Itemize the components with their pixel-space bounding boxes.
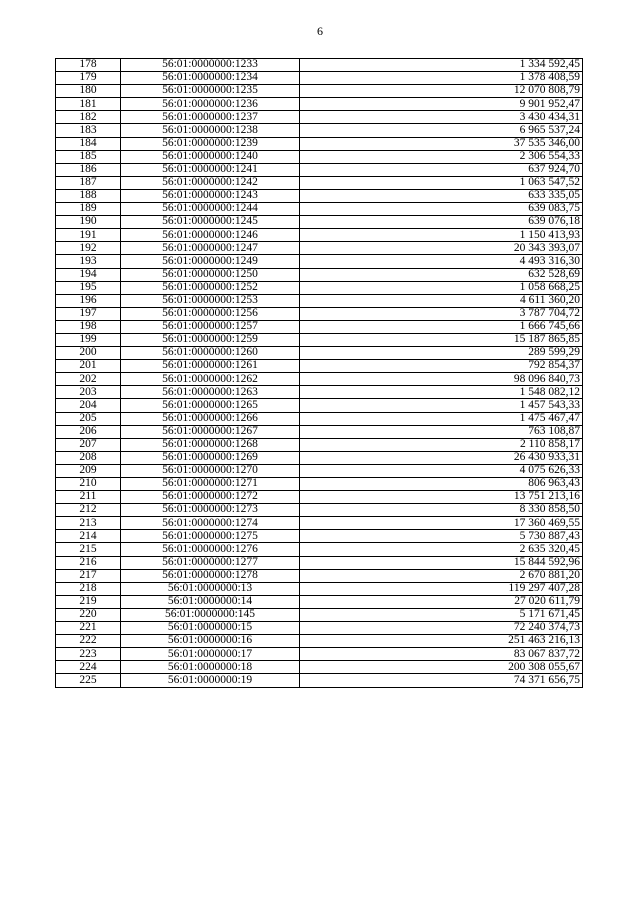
table-row [56, 386, 583, 399]
table-row [56, 124, 583, 137]
cadastral-value-cell: 74 371 656,75 [300, 674, 583, 687]
row-number-cell: 199 [56, 333, 121, 346]
cadastral-number-cell: 56:01:0000000:1265 [121, 399, 300, 412]
row-number-cell: 188 [56, 189, 121, 202]
cadastral-number-cell: 56:01:0000000:1235 [121, 85, 300, 98]
table-row [56, 59, 583, 72]
row-number-cell: 209 [56, 464, 121, 477]
cadastral-value-cell: 1 666 745,66 [300, 320, 583, 333]
cadastral-number-cell: 56:01:0000000:1245 [121, 216, 300, 229]
cadastral-value-cell: 4 611 360,20 [300, 294, 583, 307]
row-number-cell: 214 [56, 530, 121, 543]
table-row [56, 595, 583, 608]
row-number-cell: 197 [56, 307, 121, 320]
cadastral-number-cell: 56:01:0000000:1243 [121, 189, 300, 202]
cadastral-value-cell: 806 963,43 [300, 478, 583, 491]
row-number-cell: 189 [56, 203, 121, 216]
row-number-cell: 183 [56, 124, 121, 137]
table-row [56, 137, 583, 150]
cadastral-number-cell: 56:01:0000000:15 [121, 622, 300, 635]
cadastral-value-cell: 639 083,75 [300, 203, 583, 216]
cadastral-value-cell: 1 058 668,25 [300, 281, 583, 294]
cadastral-value-cell: 3 430 434,31 [300, 111, 583, 124]
cadastral-value-cell: 1 334 592,45 [300, 59, 583, 72]
cadastral-number-cell: 56:01:0000000:1236 [121, 98, 300, 111]
row-number-cell: 200 [56, 347, 121, 360]
table-row [56, 425, 583, 438]
cadastral-number-cell: 56:01:0000000:1266 [121, 412, 300, 425]
row-number-cell: 211 [56, 491, 121, 504]
row-number-cell: 184 [56, 137, 121, 150]
row-number-cell: 219 [56, 595, 121, 608]
cadastral-value-cell: 3 787 704,72 [300, 307, 583, 320]
cadastral-number-cell: 56:01:0000000:1275 [121, 530, 300, 543]
row-number-cell: 217 [56, 569, 121, 582]
row-number-cell: 203 [56, 386, 121, 399]
table-row [56, 648, 583, 661]
table-row [56, 582, 583, 595]
cadastral-value-cell: 119 297 407,28 [300, 582, 583, 595]
row-number-cell: 190 [56, 216, 121, 229]
row-number-cell: 202 [56, 373, 121, 386]
cadastral-value-cell: 12 070 808,79 [300, 85, 583, 98]
cadastral-value-cell: 26 430 933,31 [300, 451, 583, 464]
cadastral-value-cell: 289 599,29 [300, 347, 583, 360]
row-number-cell: 225 [56, 674, 121, 687]
row-number-cell: 220 [56, 608, 121, 621]
cadastral-value-cell: 2 670 881,20 [300, 569, 583, 582]
row-number-cell: 196 [56, 294, 121, 307]
row-number-cell: 216 [56, 556, 121, 569]
page-number: 6 [317, 24, 323, 38]
table-row [56, 333, 583, 346]
cadastral-number-cell: 56:01:0000000:1276 [121, 543, 300, 556]
cadastral-number-cell: 56:01:0000000:1250 [121, 268, 300, 281]
row-number-cell: 221 [56, 622, 121, 635]
table-row [56, 307, 583, 320]
row-number-cell: 218 [56, 582, 121, 595]
row-number-cell: 185 [56, 150, 121, 163]
cadastral-value-cell: 1 457 543,33 [300, 399, 583, 412]
table-row [56, 320, 583, 333]
table-row [56, 464, 583, 477]
row-number-cell: 182 [56, 111, 121, 124]
row-number-cell: 222 [56, 635, 121, 648]
cadastral-number-cell: 56:01:0000000:1269 [121, 451, 300, 464]
cadastral-number-cell: 56:01:0000000:145 [121, 608, 300, 621]
row-number-cell: 179 [56, 72, 121, 85]
cadastral-value-cell: 27 020 611,79 [300, 595, 583, 608]
table-row [56, 412, 583, 425]
row-number-cell: 208 [56, 451, 121, 464]
cadastral-number-cell: 56:01:0000000:1244 [121, 203, 300, 216]
cadastral-number-cell: 56:01:0000000:14 [121, 595, 300, 608]
row-number-cell: 201 [56, 360, 121, 373]
cadastral-number-cell: 56:01:0000000:1249 [121, 255, 300, 268]
row-number-cell: 178 [56, 59, 121, 72]
cadastral-value-cell: 633 335,05 [300, 189, 583, 202]
cadastral-value-cell: 9 901 952,47 [300, 98, 583, 111]
row-number-cell: 186 [56, 163, 121, 176]
row-number-cell: 210 [56, 478, 121, 491]
table-row [56, 176, 583, 189]
table-row [56, 255, 583, 268]
table-row [56, 556, 583, 569]
table-row [56, 229, 583, 242]
row-number-cell: 194 [56, 268, 121, 281]
table-row [56, 72, 583, 85]
cadastral-number-cell: 56:01:0000000:19 [121, 674, 300, 687]
cadastral-value-cell: 8 330 858,50 [300, 504, 583, 517]
table-row [56, 399, 583, 412]
row-number-cell: 191 [56, 229, 121, 242]
table-row [56, 504, 583, 517]
row-number-cell: 195 [56, 281, 121, 294]
cadastral-number-cell: 56:01:0000000:1263 [121, 386, 300, 399]
cadastral-value-cell: 1 150 413,93 [300, 229, 583, 242]
cadastral-number-cell: 56:01:0000000:1246 [121, 229, 300, 242]
cadastral-number-cell: 56:01:0000000:1252 [121, 281, 300, 294]
cadastral-number-cell: 56:01:0000000:1233 [121, 59, 300, 72]
table-row [56, 661, 583, 674]
cadastral-number-cell: 56:01:0000000:1240 [121, 150, 300, 163]
table-body [56, 59, 583, 688]
table-row [56, 360, 583, 373]
cadastral-number-cell: 56:01:0000000:18 [121, 661, 300, 674]
cadastral-number-cell: 56:01:0000000:1259 [121, 333, 300, 346]
row-number-cell: 215 [56, 543, 121, 556]
cadastral-number-cell: 56:01:0000000:1239 [121, 137, 300, 150]
cadastral-number-cell: 56:01:0000000:1268 [121, 438, 300, 451]
cadastral-value-cell: 98 096 840,73 [300, 373, 583, 386]
cadastral-number-cell: 56:01:0000000:1242 [121, 176, 300, 189]
cadastral-value-cell: 20 343 393,07 [300, 242, 583, 255]
cadastral-number-cell: 56:01:0000000:1271 [121, 478, 300, 491]
table-row [56, 517, 583, 530]
cadastral-number-cell: 56:01:0000000:1237 [121, 111, 300, 124]
cadastral-value-cell: 5 730 887,43 [300, 530, 583, 543]
table-row [56, 530, 583, 543]
cadastral-value-cell: 200 308 055,67 [300, 661, 583, 674]
cadastral-number-cell: 56:01:0000000:1267 [121, 425, 300, 438]
row-number-cell: 181 [56, 98, 121, 111]
cadastral-number-cell: 56:01:0000000:1277 [121, 556, 300, 569]
cadastral-value-cell: 4 493 316,30 [300, 255, 583, 268]
cadastral-value-cell: 2 110 858,17 [300, 438, 583, 451]
cadastral-value-cell: 792 854,37 [300, 360, 583, 373]
table-row [56, 281, 583, 294]
row-number-cell: 213 [56, 517, 121, 530]
cadastral-number-cell: 56:01:0000000:13 [121, 582, 300, 595]
row-number-cell: 224 [56, 661, 121, 674]
cadastral-value-cell: 15 844 592,96 [300, 556, 583, 569]
cadastral-number-cell: 56:01:0000000:1261 [121, 360, 300, 373]
row-number-cell: 206 [56, 425, 121, 438]
row-number-cell: 223 [56, 648, 121, 661]
cadastral-value-cell: 251 463 216,13 [300, 635, 583, 648]
cadastral-value-cell: 1 548 082,12 [300, 386, 583, 399]
cadastral-value-cell: 2 306 554,33 [300, 150, 583, 163]
cadastral-number-cell: 56:01:0000000:1253 [121, 294, 300, 307]
cadastral-number-cell: 56:01:0000000:1274 [121, 517, 300, 530]
row-number-cell: 180 [56, 85, 121, 98]
cadastral-number-cell: 56:01:0000000:1270 [121, 464, 300, 477]
table-row [56, 268, 583, 281]
table-row [56, 347, 583, 360]
cadastral-value-cell: 1 475 467,47 [300, 412, 583, 425]
cadastral-number-cell: 56:01:0000000:1241 [121, 163, 300, 176]
table-row [56, 216, 583, 229]
row-number-cell: 193 [56, 255, 121, 268]
table-row [56, 98, 583, 111]
cadastral-number-cell: 56:01:0000000:1262 [121, 373, 300, 386]
cadastral-number-cell: 56:01:0000000:1260 [121, 347, 300, 360]
cadastral-value-cell: 72 240 374,73 [300, 622, 583, 635]
cadastral-value-cell: 1 063 547,52 [300, 176, 583, 189]
table-row [56, 203, 583, 216]
cadastral-value-cell: 2 635 320,45 [300, 543, 583, 556]
table-row [56, 242, 583, 255]
cadastral-value-cell: 4 075 626,33 [300, 464, 583, 477]
cadastral-value-cell: 763 108,87 [300, 425, 583, 438]
cadastral-value-cell: 83 067 837,72 [300, 648, 583, 661]
cadastral-number-cell: 56:01:0000000:1234 [121, 72, 300, 85]
cadastral-value-table [55, 58, 583, 688]
table-row [56, 478, 583, 491]
table-row [56, 150, 583, 163]
table-row [56, 85, 583, 98]
table-row [56, 491, 583, 504]
table-row [56, 189, 583, 202]
row-number-cell: 198 [56, 320, 121, 333]
table-row [56, 373, 583, 386]
cadastral-number-cell: 56:01:0000000:1256 [121, 307, 300, 320]
cadastral-value-cell: 15 187 865,85 [300, 333, 583, 346]
cadastral-value-cell: 5 171 671,45 [300, 608, 583, 621]
table-row [56, 674, 583, 687]
cadastral-value-cell: 17 360 469,55 [300, 517, 583, 530]
cadastral-value-cell: 13 751 213,16 [300, 491, 583, 504]
table-row [56, 451, 583, 464]
row-number-cell: 204 [56, 399, 121, 412]
cadastral-value-cell: 1 378 408,59 [300, 72, 583, 85]
table-row [56, 294, 583, 307]
cadastral-number-cell: 56:01:0000000:1272 [121, 491, 300, 504]
row-number-cell: 187 [56, 176, 121, 189]
cadastral-number-cell: 56:01:0000000:17 [121, 648, 300, 661]
cadastral-number-cell: 56:01:0000000:16 [121, 635, 300, 648]
table-row [56, 635, 583, 648]
table-row [56, 438, 583, 451]
cadastral-number-cell: 56:01:0000000:1278 [121, 569, 300, 582]
cadastral-number-cell: 56:01:0000000:1257 [121, 320, 300, 333]
cadastral-value-cell: 637 924,70 [300, 163, 583, 176]
cadastral-number-cell: 56:01:0000000:1273 [121, 504, 300, 517]
cadastral-value-cell: 632 528,69 [300, 268, 583, 281]
table-row [56, 569, 583, 582]
table-row [56, 111, 583, 124]
table-row [56, 543, 583, 556]
cadastral-number-cell: 56:01:0000000:1238 [121, 124, 300, 137]
cadastral-value-cell: 37 535 346,00 [300, 137, 583, 150]
table-row [56, 163, 583, 176]
table-row [56, 608, 583, 621]
row-number-cell: 192 [56, 242, 121, 255]
row-number-cell: 205 [56, 412, 121, 425]
cadastral-value-cell: 6 965 537,24 [300, 124, 583, 137]
row-number-cell: 212 [56, 504, 121, 517]
row-number-cell: 207 [56, 438, 121, 451]
table-row [56, 622, 583, 635]
cadastral-number-cell: 56:01:0000000:1247 [121, 242, 300, 255]
cadastral-value-cell: 639 076,18 [300, 216, 583, 229]
